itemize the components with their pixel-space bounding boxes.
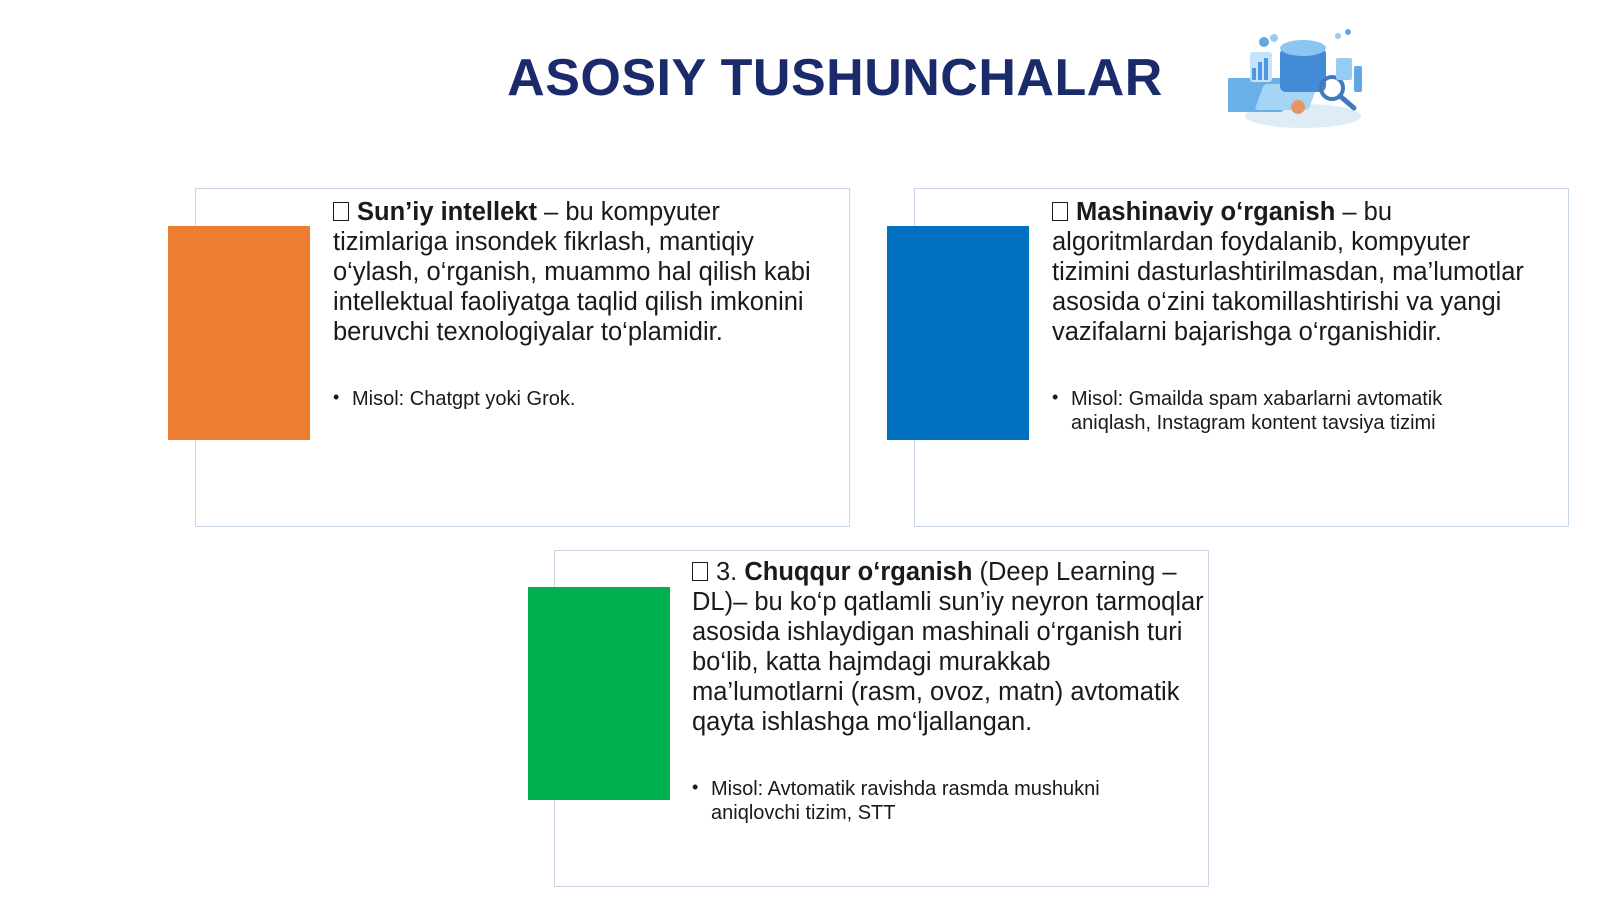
card-dl-number: 3. <box>716 558 745 586</box>
card-ml-term: Mashinaviy o‘rganish <box>1076 198 1336 226</box>
card-dl-term: Chuqqur o‘rganish <box>744 558 973 586</box>
card-accent-blue <box>887 226 1029 440</box>
card-accent-green <box>528 587 670 800</box>
card-ai-term: Sun’iy intellekt <box>357 198 537 226</box>
card-ml-text <box>1052 197 1552 347</box>
checkbox-square-icon <box>692 562 708 581</box>
bullet-dot-icon: • <box>692 777 699 797</box>
card-accent-orange <box>168 226 310 440</box>
card-dl-example: • Misol: Avtomatik ravishda rasmda mushukni aniqlovchi tizim, STT <box>692 777 1100 824</box>
card-dl-text <box>692 557 1207 737</box>
card-ai-definition: – bu kompyuter tizimlariga insondek fikrlash, mantiqiy o‘ylash, o‘rganish, muammo hal qilish kabi intellektual faoliyatga taqlid qilish imkonini beruvchi texnologiyalar to‘plamidir. <box>333 198 811 346</box>
checkbox-square-icon <box>1052 202 1068 221</box>
bullet-dot-icon: • <box>1052 387 1059 407</box>
card-ml-definition: – bu algoritmlardan foydalanib, kompyuter tizimini dasturlashtirilmasdan, ma’lumotlar asosida o‘zini takomillashtirishi va yangi vazifalarni bajarishga o‘rganishidir. <box>1052 198 1524 346</box>
card-ai-text <box>333 197 823 347</box>
card-dl-definition: (Deep Learning – DL)– bu ko‘p qatlamli sun’iy neyron tarmoqlar asosida ishlaydigan mashinali o‘rganish turi bo‘lib, katta hajmdagi murakkab ma’lumotlarni (rasm, ovoz, matn) avtomatik qayta ishlashga mo‘ljallangan. <box>692 558 1204 736</box>
bullet-dot-icon: • <box>333 387 340 407</box>
card-ai-example: • Misol: Chatgpt yoki Grok. <box>333 387 576 410</box>
checkbox-square-icon <box>333 202 349 221</box>
slide-title: ASOSIY TUSHUNCHALAR <box>507 49 1163 107</box>
card-ml-example: • Misol: Gmailda spam xabarlarni avtomatik aniqlash, Instagram kontent tavsiya tizimi <box>1052 387 1443 434</box>
data-analytics-illustration <box>1228 18 1378 138</box>
